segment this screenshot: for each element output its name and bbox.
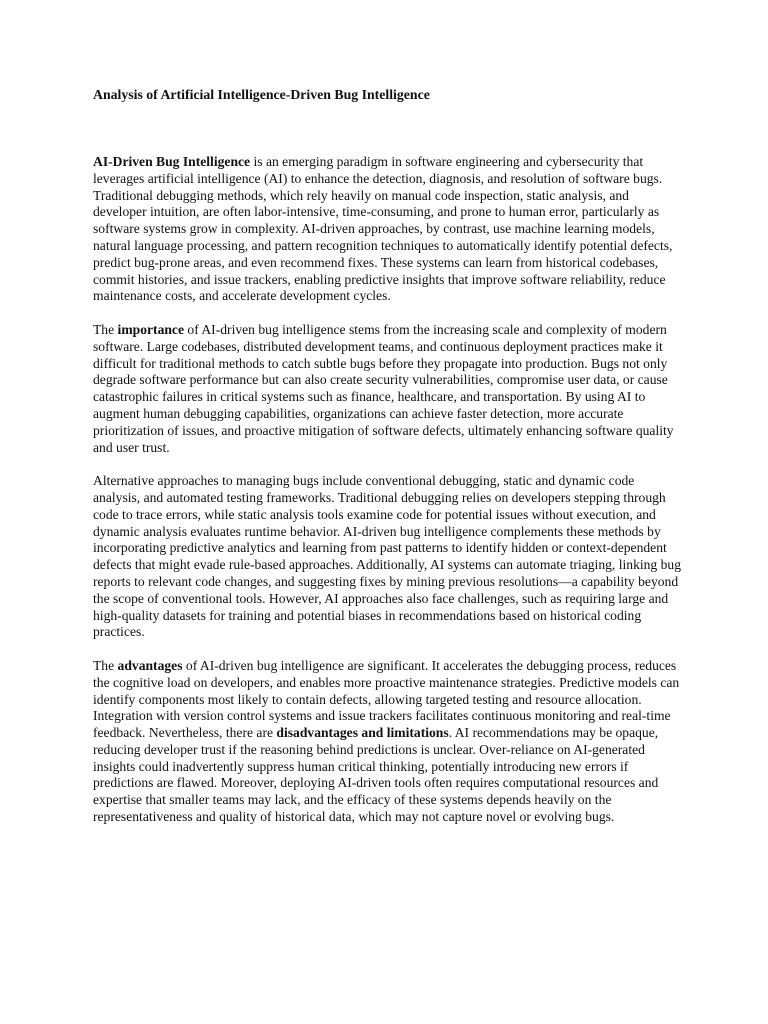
importance-pre: The (93, 321, 118, 337)
document-title: Analysis of Artificial Intelligence-Driven Bug Intelligence (93, 87, 430, 102)
paragraph-introduction (93, 154, 683, 305)
paragraph-alternatives: Alternative approaches to managing bugs include conventional debugging, static and dynamic code analysis, and automated testing frameworks. Traditional debugging relies on developers stepping through code to trace errors, while static analysis tools examine code for potential issues without execution, and dynamic analysis evaluates runtime behavior. AI-driven bug intelligence complements these methods by incorporating predictive analytics and learning from past patterns to identify hidden or context-dependent defects that might evade rule-based approaches. Additionally, AI systems can automate triaging, linking bug reports to relevant code changes, and suggesting fixes by mining previous resolutions—a capability beyond the scope of conventional tools. However, AI approaches also face challenges, such as requiring large and high-quality datasets for training and potential biases in recommendations based on historical coding practices. (93, 473, 682, 640)
intro-bold-term: AI-Driven Bug Intelligence (93, 154, 251, 169)
importance-bold-term: importance (117, 321, 184, 337)
advantages-pre: The (93, 657, 118, 673)
paragraph-advantages (93, 658, 683, 826)
limitations-text: . AI recommendations may be opaque, reducing developer trust if the reasoning behind predictions is unclear. Over-reliance on AI-generated insights could inadvertently suppress human critical thinking, potentially introducing new errors if predictions are flawed. Moreover, deploying AI-driven tools often requires computational resources and expertise that smaller teams may lack, and the efficacy of these systems depends heavily on the representativeness and quality of historical data, which may not capture novel or evolving bugs. (93, 725, 659, 825)
intro-text: is an emerging paradigm in software engineering and cybersecurity that leverages artificial intelligence (AI) to enhance the detection, diagnosis, and resolution of software bugs. Traditional debugging methods, which rely heavily on manual code inspection, static analysis, and developer intuition, are often labor-intensive, time-consuming, and prone to human error, particularly as software systems grow in complexity. AI-driven approaches, by contrast, use machine learning models, natural language processing, and pattern recognition techniques to automatically identify potential defects, predict bug-prone areas, and even recommend fixes. These systems can learn from historical codebases, commit histories, and issue trackers, enabling predictive insights that improve software reliability, reduce maintenance costs, and accelerate development cycles. (93, 154, 673, 304)
advantages-bold-term: advantages (117, 657, 183, 673)
importance-text: of AI-driven bug intelligence stems from the increasing scale and complexity of modern software. Large codebases, distributed development teams, and continuous deployment practices make it difficult for traditional methods to catch subtle bugs before they propagate into production. Bugs not only degrade software performance but can also create security vulnerabilities, compromise user data, or cause catastrophic failures in critical systems such as finance, healthcare, and transportation. By using AI to augment human debugging capabilities, organizations can achieve faster detection, more accurate prioritization of issues, and proactive mitigation of software defects, ultimately enhancing software quality and user trust. (93, 321, 674, 455)
document-page (93, 86, 683, 826)
advantages-text: of AI-driven bug intelligence are significant. It accelerates the debugging process, reduces the cognitive load on developers, and enables more proactive maintenance strategies. Predictive models can identify components most likely to contain defects, allowing targeted testing and resource allocation. Integration with version control systems and issue trackers facilitates continuous monitoring and real-time feedback. Nevertheless, there are (93, 657, 680, 741)
limitations-bold-term: disadvantages and limitations (276, 725, 449, 741)
paragraph-importance (93, 322, 683, 456)
